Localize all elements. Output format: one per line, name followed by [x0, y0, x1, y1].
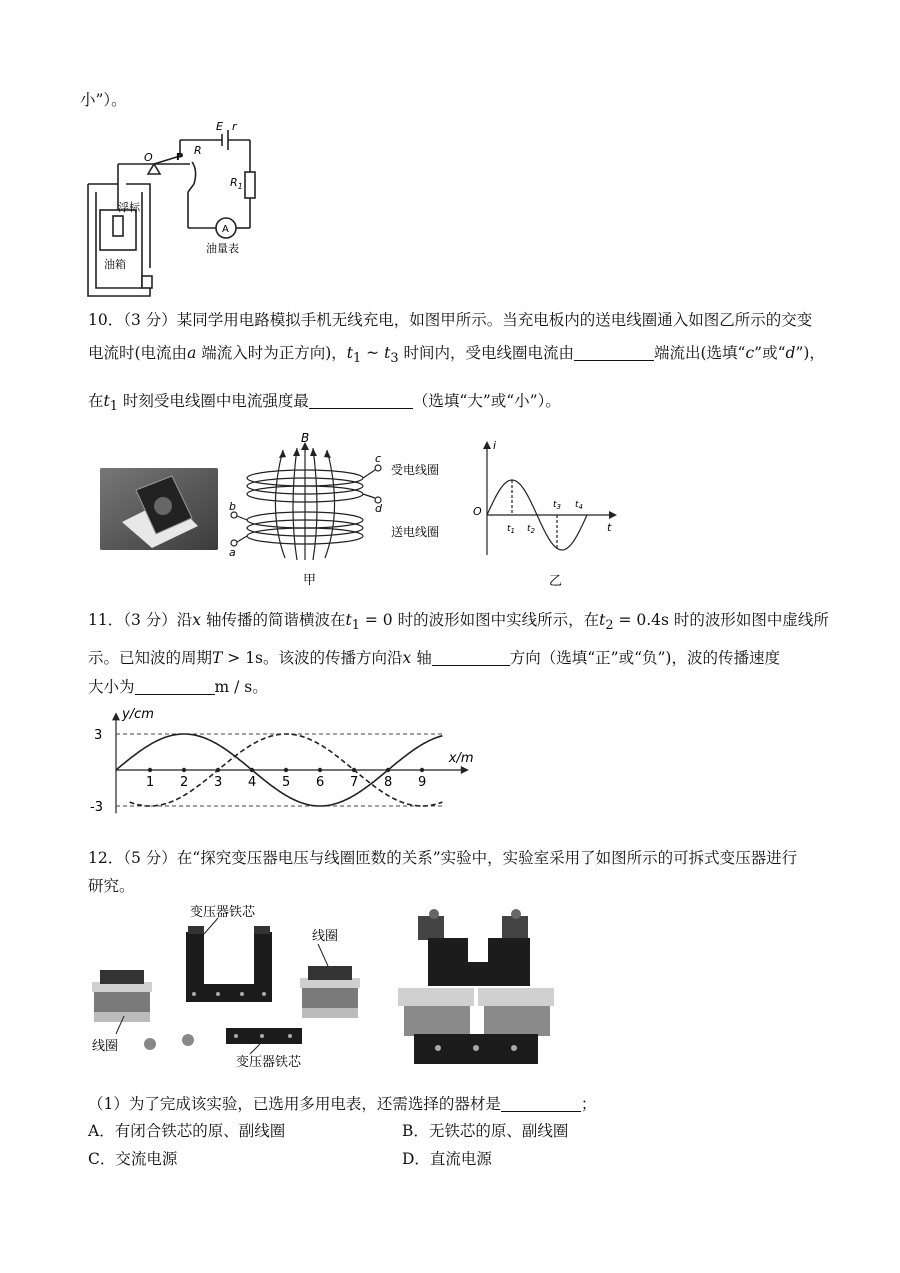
meter-label: 油量表 — [206, 242, 239, 255]
x-tick-label: 9 — [418, 775, 427, 790]
q10-blank-2[interactable] — [309, 392, 413, 409]
terminal-d-label: d — [375, 502, 382, 515]
q12-option-b[interactable]: B．无铁芯的原、副线圈 — [402, 1122, 569, 1140]
q10-text1: 某同学用电路模拟手机无线充电，如图甲所示。当充电板内的送电线圈通入如图乙所示的交变 — [176, 311, 813, 329]
x-tick-label: 1 — [146, 775, 155, 790]
x-tick-label: 8 — [384, 775, 393, 790]
x-axis-label: x/m — [448, 751, 474, 766]
axis-t-label: t — [607, 521, 612, 534]
q12-sub1: （1）为了完成该实验，已选用多用电表，还需选择的器材是 ； — [88, 1095, 597, 1113]
terminal-a-label: a — [229, 546, 236, 559]
x-tick-dot — [182, 768, 186, 772]
pivot-O-label: O — [144, 151, 153, 164]
current-graph-yi — [465, 433, 625, 588]
core-bottom-label: 变压器铁芯 — [236, 1055, 302, 1070]
intro-tail: 小”）。 — [80, 91, 127, 109]
axis-i-label: i — [493, 439, 497, 452]
q12-line1: 12．（5 分）在“探究变压器电压与线圈匝数的关系”实验中，实验室采用了如图所示的可拆式变压器进行 — [88, 849, 798, 867]
q10-line1 — [88, 310, 812, 330]
tick-t2-label: $t_2$ — [527, 524, 535, 535]
q10-score: （3 分） — [123, 311, 177, 329]
field-B-label: B — [301, 431, 310, 445]
x-tick-dot — [148, 768, 152, 772]
caption-yi: 乙 — [549, 574, 563, 588]
rheostat-R-label: R — [194, 144, 202, 157]
assembled-transformer-photo — [398, 908, 564, 1068]
tick-t1-label: $t_1$ — [507, 524, 515, 535]
coil-left-label: 线圈 — [92, 1039, 119, 1054]
x-tick-dot — [318, 768, 322, 772]
q12-blank-1[interactable] — [501, 1095, 581, 1112]
y-tick-label-bottom: -3 — [90, 800, 103, 815]
y-axis-arrow — [112, 712, 120, 720]
slider-P-label: P — [176, 152, 184, 163]
coils-figure-jia — [225, 430, 485, 590]
x-tick-dot — [420, 768, 424, 772]
oil-gauge-circuit-figure — [80, 118, 280, 302]
x-tick-label: 6 — [316, 775, 325, 790]
q11-line1: 11．（3 分）沿x 轴传播的简谐横波在$t_1 = 0$ 时的波形如图中实线所示，在$t_2 = 0.4s$ 时的波形如图中虚线所 — [88, 611, 829, 634]
tick-t4-label: $t_4$ — [575, 500, 583, 511]
terminal-c-label: c — [375, 452, 382, 465]
core-top-label: 变压器铁芯 — [190, 905, 256, 920]
float-label: 浮标 — [118, 201, 140, 214]
coil-right-label: 线圈 — [312, 929, 339, 944]
battery-r-label: r — [232, 120, 237, 133]
x-axis-arrow — [461, 766, 469, 774]
wave-chart — [88, 704, 478, 834]
q11-blank-1[interactable] — [432, 649, 510, 666]
ammeter-A-label: A — [222, 224, 229, 235]
x-tick-label: 5 — [282, 775, 291, 790]
wireless-charger-photo — [100, 468, 218, 550]
q11-line2: 示。已知波的周期T > 1s。该波的传播方向沿x 轴 方向（选填“正”或“负”)，波的传播速度 — [88, 649, 780, 667]
q12-option-d[interactable]: D．直流电源 — [402, 1150, 492, 1168]
x-tick-dot — [284, 768, 288, 772]
q10-line3: 在$t_1$ 时刻受电线圈中电流强度最 （选填“大”或“小”）。 — [88, 392, 561, 415]
q10-number: 10． — [88, 311, 124, 329]
q11-line3: 大小为 m / s。 — [88, 678, 268, 696]
y-axis-label: y/cm — [122, 707, 154, 722]
resistor-R1-label: $R_1$ — [230, 176, 243, 191]
q10-blank-1[interactable] — [574, 344, 654, 361]
q12-option-a[interactable]: A．有闭合铁芯的原、副线圈 — [88, 1122, 286, 1140]
x-tick-label: 7 — [350, 775, 359, 790]
tick-t3-label: $t_3$ — [553, 500, 561, 511]
x-tick-label: 3 — [214, 775, 223, 790]
y-tick-label-top: 3 — [94, 728, 103, 743]
origin-O-label: O — [473, 505, 482, 518]
caption-jia: 甲 — [303, 573, 317, 588]
sending-coil-label: 送电线圈 — [391, 525, 440, 539]
x-tick-label: 2 — [180, 775, 189, 790]
transformer-parts-figure — [90, 904, 380, 1070]
tank-label: 油箱 — [104, 258, 126, 271]
receiving-coil-label: 受电线圈 — [391, 463, 440, 477]
q12-line2: 研究。 — [88, 877, 135, 895]
q12-option-c[interactable]: C．交流电源 — [88, 1150, 178, 1168]
q11-blank-2[interactable] — [135, 678, 215, 695]
x-tick-label: 4 — [248, 775, 257, 790]
q10-line2: 电流时(电流由a 端流入时为正方向)，$t_1$ ~ $t_3$ 时间内，受电线圈电流由 端流出(选填“c”或“d”)， — [88, 344, 825, 367]
battery-E-label: E — [216, 120, 223, 133]
terminal-b-label: b — [229, 500, 236, 513]
